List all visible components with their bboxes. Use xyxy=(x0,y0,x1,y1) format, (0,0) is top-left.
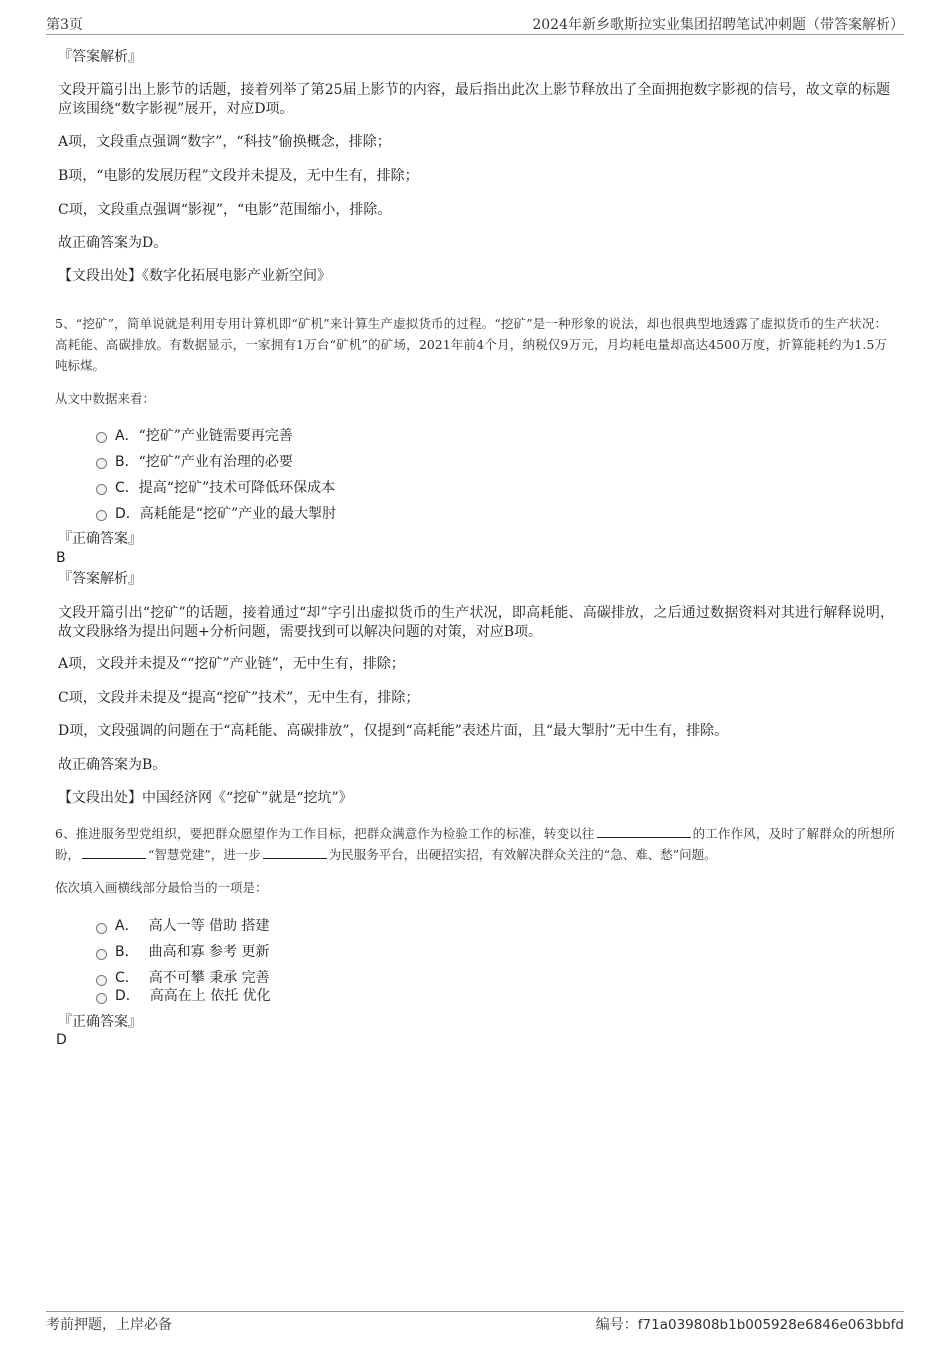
question-6-prompt: 依次填入画横线部分最恰当的一项是： xyxy=(55,880,268,895)
correct-answer: D xyxy=(56,1032,67,1048)
option-c[interactable]: C．提高“挖矿”技术可降低环保成本 xyxy=(115,480,336,496)
document-title: 2024年新乡歌斯拉实业集团招聘笔试冲刺题（带答案解析） xyxy=(532,17,904,33)
analysis-note: B项，“电影的发展历程”文段并未提及，无中生有，排除； xyxy=(58,168,419,184)
option-d[interactable]: D．高耗能是“挖矿”产业的最大掣肘 xyxy=(115,506,337,522)
correct-answer-heading: 『正确答案』 xyxy=(58,531,142,547)
correct-answer: B xyxy=(56,550,66,566)
footer-code: 编号：f71a039808b1b005928e6846e063bbfd xyxy=(595,1317,904,1333)
source-citation: 【文段出处】中国经济网《“挖矿”就是“挖坑”》 xyxy=(58,790,353,806)
option-b[interactable]: B． 曲高和寡 参考 更新 xyxy=(115,944,270,960)
option-d[interactable]: D． 高高在上 依托 优化 xyxy=(115,988,271,1004)
radio-icon[interactable] xyxy=(96,949,107,960)
analysis-note: D项，文段强调的问题在于“高耗能、高碳排放”，仅提到“高耗能”表述片面，且“最大掣肘”无中生有，排除。 xyxy=(58,723,729,739)
source-citation: 【文段出处】《数字化拓展电影产业新空间》 xyxy=(58,268,331,284)
option-a[interactable]: A．“挖矿”产业链需要再完善 xyxy=(115,428,293,444)
analysis-note: A项，文段并未提及““挖矿”产业链”，无中生有，排除； xyxy=(58,656,405,672)
analysis-note: C项，文段重点强调“影视”，“电影”范围缩小，排除。 xyxy=(58,202,392,218)
option-b[interactable]: B．“挖矿”产业有治理的必要 xyxy=(115,454,293,470)
radio-icon[interactable] xyxy=(96,458,107,469)
analysis-heading: 『答案解析』 xyxy=(58,571,142,587)
analysis-text: 文段开篇引出“挖矿”的话题，接着通过“却”字引出虚拟货币的生产状况，即高耗能、高碳排放，之后通过数据资料对其进行解释说明，故文段脉络为提出问题+分析问题，需要找到可以解决问题的对策，对应B项。 xyxy=(58,605,894,640)
radio-icon[interactable] xyxy=(96,432,107,443)
radio-icon[interactable] xyxy=(96,975,107,986)
analysis-heading: 『答案解析』 xyxy=(58,49,142,65)
correct-answer-heading: 『正确答案』 xyxy=(58,1014,142,1030)
footer-rule xyxy=(46,1311,904,1312)
page-number: 第3页 xyxy=(46,17,83,33)
blank-line xyxy=(263,846,327,859)
answer-conclusion: 故正确答案为B。 xyxy=(58,757,167,773)
option-c[interactable]: C． 高不可攀 秉承 完善 xyxy=(115,970,270,986)
analysis-note: C项，文段并未提及“提高“挖矿”技术”，无中生有，排除； xyxy=(58,690,420,706)
blank-line xyxy=(82,846,146,859)
radio-icon[interactable] xyxy=(96,510,107,521)
header-rule xyxy=(46,34,904,35)
question-6-stem: 6、推进服务型党组织，要把群众愿望作为工作目标，把群众满意作为检验工作的标准，转变以往 的工作作风，及时了解群众的所想所盼， “智慧党建”，进一步 为民服务平台，出硬招实招，有效解决群众关注的“急、难、愁”问题。 xyxy=(55,826,895,862)
blank-line xyxy=(597,825,691,838)
radio-icon[interactable] xyxy=(96,484,107,495)
analysis-note: A项，文段重点强调“数字”，“科技”偷换概念，排除； xyxy=(58,134,391,150)
question-5-prompt: 从文中数据来看： xyxy=(55,391,156,406)
radio-icon[interactable] xyxy=(96,923,107,934)
analysis-text: 文段开篇引出上影节的话题，接着列举了第25届上影节的内容，最后指出此次上影节释放出了全面拥抱数字影视的信号，故文章的标题应该围绕“数字影视”展开，对应D项。 xyxy=(58,82,890,117)
option-a[interactable]: A． 高人一等 借助 搭建 xyxy=(115,918,270,934)
radio-icon[interactable] xyxy=(96,993,107,1004)
answer-conclusion: 故正确答案为D。 xyxy=(58,235,168,251)
question-5-stem: 5、“挖矿”，简单说就是利用专用计算机即“矿机”来计算生产虚拟货币的过程。“挖矿”是一种形象的说法，却也很典型地透露了虚拟货币的生产状况：高耗能、高碳排放。有数据显示，一家拥有1万台“矿机”的矿场，2021年前4个月，纳税仅9万元，月均耗电量却高达4500万度，折算能耗约为1.5万吨标煤。 xyxy=(55,316,887,373)
footer-slogan: 考前押题，上岸必备 xyxy=(46,1317,172,1333)
